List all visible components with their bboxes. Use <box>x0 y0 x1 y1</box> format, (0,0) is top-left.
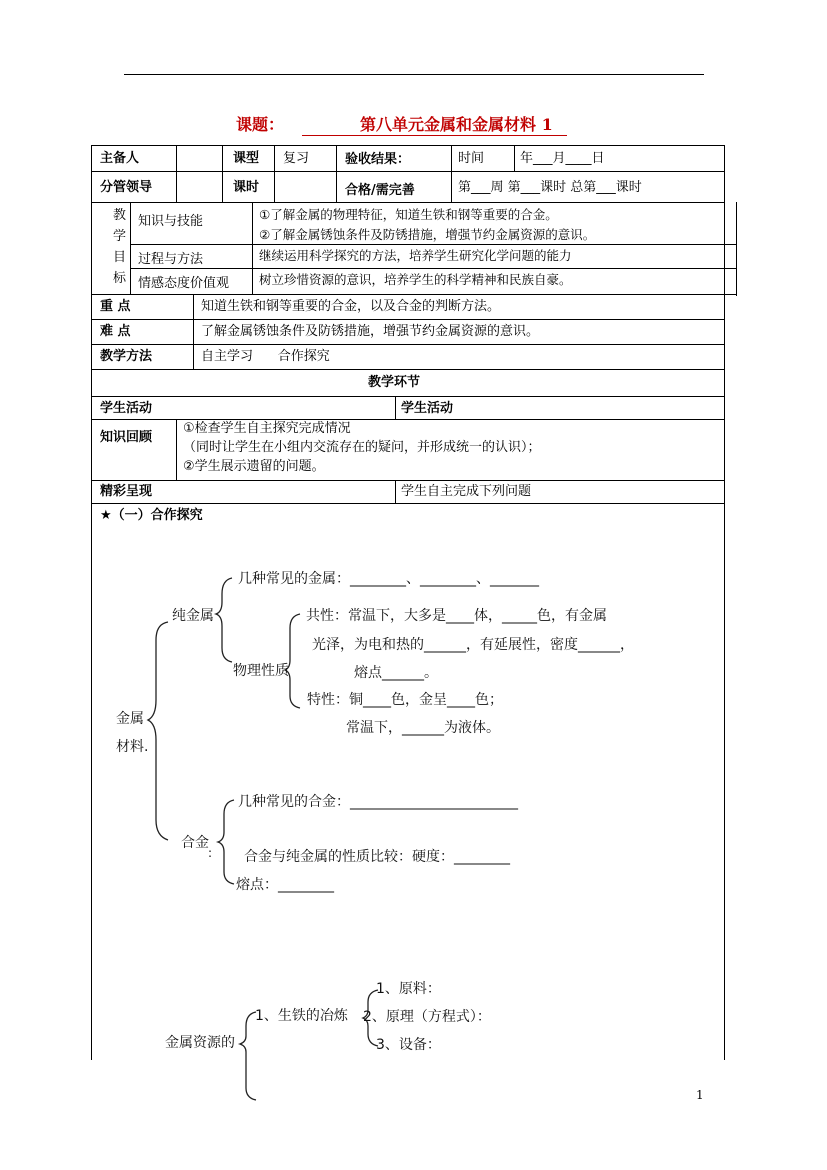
process-label: 过程与方法 <box>138 252 204 267</box>
difficulty-text: 了解金属锈蚀条件及防锈措施，增强节约金属资源的意识。 <box>201 324 540 339</box>
process-text: 继续运用科学探究的方法，培养学生研究化学问题的能力 <box>259 248 572 263</box>
mindmap-pure: 纯金属 <box>172 608 214 624</box>
method-label: 教学方法 <box>100 349 153 364</box>
knowledge-line-2: ②了解金属锈蚀条件及防锈措施，增强节约金属资源的意识。 <box>259 227 596 242</box>
type-label: 课型 <box>233 151 260 166</box>
type-value: 复习 <box>283 151 310 166</box>
resources-smelting: 1、生铁的冶炼 <box>255 1008 348 1024</box>
review-label: 知识回顾 <box>100 430 153 445</box>
activity-left-label: 学生活动 <box>100 401 153 416</box>
mindmap-common-metals: 几种常见的金属：________、________、_______ <box>238 571 539 587</box>
highlight-label: 精彩呈现 <box>100 484 153 499</box>
mindmap-alloy: 合金 <box>181 835 209 851</box>
key-points-label: 重 点 <box>100 299 131 314</box>
brace-resources <box>240 1012 256 1100</box>
objectives-char: 学 <box>113 229 127 244</box>
title-label: 课题： <box>236 115 285 134</box>
resources-raw: 1、原料： <box>376 981 441 997</box>
mindmap-common-1: 共性：常温下，大多是____体，_____色，有金属 <box>306 608 607 624</box>
leader-label: 分管领导 <box>100 180 153 195</box>
title-text: 第八单元金属和金属材料 1 <box>302 112 567 136</box>
mindmap-compare: 合金与纯金属的性质比较：硬度：________ <box>244 849 510 865</box>
review-line-2: （同时让学生在小组内交流存在的疑问，并形成统一的认识）； <box>183 440 541 455</box>
mindmap-alloy-colon: : <box>208 846 213 860</box>
highlight-text: 学生自主完成下列问题 <box>401 484 532 499</box>
objectives-char: 目 <box>113 250 127 265</box>
mindmap-common-alloys: 几种常见的合金：________________________ <box>238 794 518 810</box>
emotion-text: 树立珍惜资源的意识，培养学生的科学精神和民族自豪。 <box>259 272 572 287</box>
accept-label: 验收结果： <box>345 152 411 167</box>
week-text: 第___周 第___课时 总第___课时 <box>458 180 642 195</box>
mindmap-physical: 物理性质 <box>233 663 289 679</box>
preparer-label: 主备人 <box>100 151 140 166</box>
mindmap-root-2: 材料. <box>116 739 149 755</box>
knowledge-label: 知识与技能 <box>138 214 204 229</box>
mindmap-root: 金属 <box>116 711 144 727</box>
resources-root: 金属资源的 <box>165 1035 235 1051</box>
mindmap-common-2: 光泽，为电和热的______，有延展性，密度______， <box>312 637 634 653</box>
time-label: 时间 <box>458 151 485 166</box>
section-header: 教学环节 <box>368 375 421 390</box>
method-text: 自主学习 合作探究 <box>201 349 330 364</box>
review-line-3: ②学生展示遗留的问题。 <box>183 459 325 474</box>
cooperation-label: ★（一）合作探究 <box>100 508 203 523</box>
objectives-char: 标 <box>113 271 127 286</box>
review-line-1: ①检查学生自主探究完成情况 <box>183 421 351 436</box>
objectives-char: 教 <box>113 208 127 223</box>
resources-equipment: 3、设备： <box>376 1037 441 1053</box>
brace-pure <box>216 578 232 662</box>
key-points-text: 知道生铁和钢等重要的合金，以及合金的判断方法。 <box>201 299 501 314</box>
page-number: 1 <box>696 1088 704 1102</box>
period-label: 课时 <box>233 180 260 195</box>
resources-principle: 2、原理（方程式）： <box>363 1009 491 1025</box>
pass-label: 合格/需完善 <box>345 183 415 198</box>
mindmap-special-2: 常温下，______为液体。 <box>346 720 500 736</box>
difficulty-label: 难 点 <box>100 324 131 339</box>
brace-root <box>148 622 168 840</box>
emotion-label: 情感态度价值观 <box>138 276 230 291</box>
brace-alloy <box>218 800 234 884</box>
mindmap-melting: 熔点：________ <box>236 877 334 893</box>
activity-right-label: 学生活动 <box>401 401 454 416</box>
date-text: 年___月____日 <box>520 151 605 166</box>
mindmap-special-1: 特性：铜____色，金呈____色； <box>307 692 503 708</box>
mindmap-common-3: 熔点______。 <box>354 665 438 681</box>
knowledge-line-1: ①了解金属的物理特征，知道生铁和钢等重要的合金。 <box>259 207 558 222</box>
